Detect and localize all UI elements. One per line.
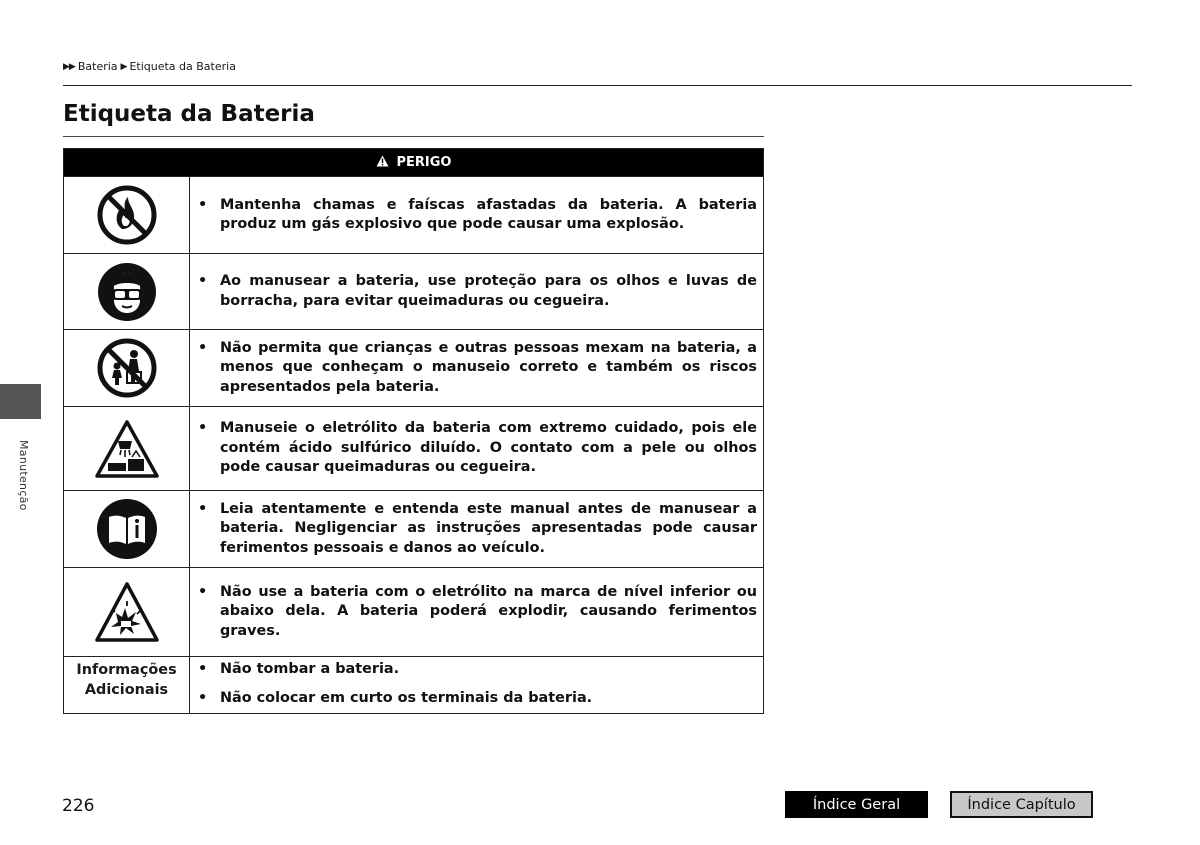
warning-icon-cell	[64, 254, 190, 330]
chapter-tab[interactable]	[0, 384, 41, 419]
page-title: Etiqueta da Bateria	[63, 101, 315, 127]
warning-text-cell	[190, 330, 764, 407]
no-flames-icon	[97, 185, 157, 245]
additional-info-row	[64, 657, 764, 714]
warning-row	[64, 330, 764, 407]
warning-row	[64, 568, 764, 657]
warning-row	[64, 491, 764, 568]
top-divider	[63, 85, 1132, 86]
title-divider	[63, 136, 764, 137]
warning-icon-cell	[64, 491, 190, 568]
warning-bullet: • Mantenha chamas e faíscas afastadas da bateria. A bateria produz um gás explosivo que pode causar uma explosão.	[198, 196, 757, 232]
read-manual-icon	[96, 498, 158, 560]
warning-bullet: • Não use a bateria com o eletrólito na marca de nível inferior ou abaixo dela. A bateria poderá explodir, causando ferimentos graves.	[198, 583, 757, 639]
warning-header-label: PERIGO	[396, 155, 452, 170]
warning-row	[64, 407, 764, 491]
warning-row	[64, 254, 764, 330]
chapter-index-button[interactable]: Índice Capítulo	[950, 791, 1093, 818]
warning-bullet: • Não permita que crianças e outras pessoas mexam na bateria, a menos que conheçam o manuseio correto e também os riscos apresentados pela bateria.	[198, 339, 757, 395]
additional-bullet: • Não tombar a bateria.	[198, 661, 400, 677]
warning-text-cell	[190, 177, 764, 254]
additional-info-cell	[190, 657, 764, 714]
keep-children-away-icon	[97, 338, 157, 398]
warning-icon-cell	[64, 177, 190, 254]
eye-protection-icon	[97, 262, 157, 322]
warning-table	[63, 148, 764, 714]
general-index-button[interactable]: Índice Geral	[785, 791, 928, 818]
additional-bullet: • Não colocar em curto os terminais da bateria.	[198, 689, 593, 706]
warning-text-cell	[190, 407, 764, 491]
additional-info-label: Informações Adicionais	[64, 657, 190, 714]
warning-row	[64, 177, 764, 254]
warning-text-cell	[190, 568, 764, 657]
warning-bullet: • Ao manusear a bateria, use proteção para os olhos e luvas de borracha, para evitar queimaduras ou cegueira.	[198, 273, 757, 309]
explosion-hazard-icon	[94, 581, 160, 643]
warning-text-cell	[190, 491, 764, 568]
arrow-icon: ▶	[120, 61, 127, 72]
warning-text-cell	[190, 254, 764, 330]
warning-icon-cell	[64, 407, 190, 491]
warning-triangle-icon	[376, 155, 389, 167]
warning-icon-cell	[64, 330, 190, 407]
breadcrumb-item-etiqueta[interactable]: Etiqueta da Bateria	[129, 60, 236, 73]
breadcrumb	[63, 60, 236, 73]
breadcrumb-item-bateria[interactable]: Bateria	[77, 60, 118, 73]
warning-header	[64, 149, 764, 177]
warning-bullet: • Leia atentamente e entenda este manual antes de manusear a bateria. Negligenciar as instruções apresentadas pode causar ferimentos pessoais e danos ao veículo.	[198, 500, 757, 556]
double-arrow-icon: ▶▶	[63, 61, 75, 72]
warning-bullet: • Manuseie o eletrólito da bateria com extremo cuidado, pois ele contém ácido sulfúrico diluído. O contato com a pele ou olhos pode causar queimaduras ou cegueira.	[198, 420, 757, 476]
page-number: 226	[62, 796, 95, 816]
corrosive-icon	[94, 419, 160, 479]
chapter-label: Manutenção	[17, 440, 30, 511]
warning-header-row	[64, 149, 764, 177]
warning-icon-cell	[64, 568, 190, 657]
